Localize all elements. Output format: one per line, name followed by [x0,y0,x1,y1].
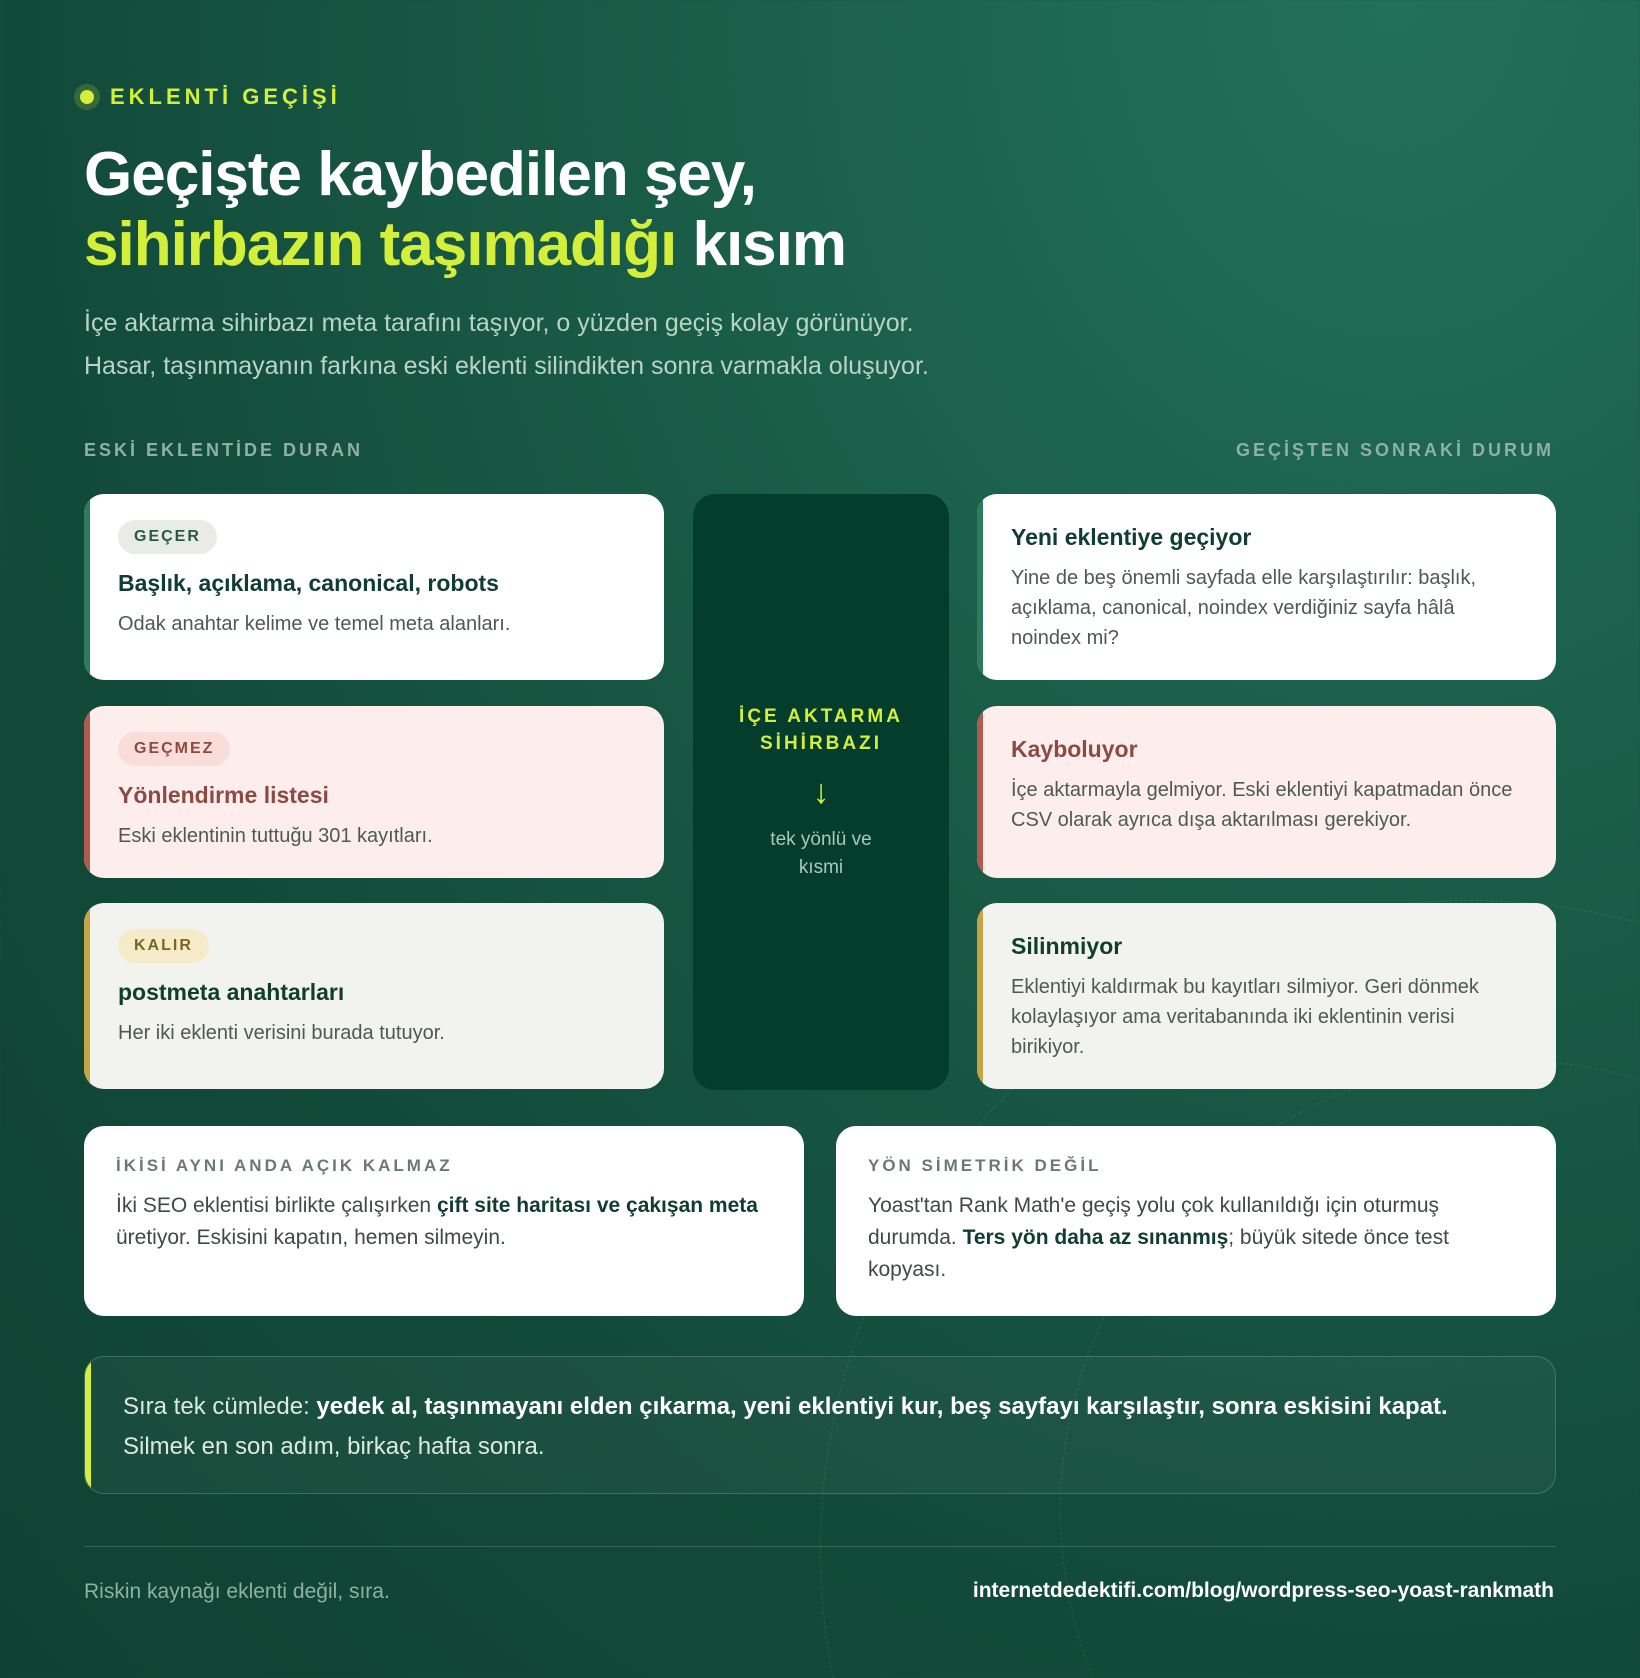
title-line-2-rest: kısım [676,210,847,279]
wizard-subtitle: tek yönlü ve kısmi [770,828,872,878]
card-title: Yönlendirme listesi [118,782,329,808]
note-body [868,1190,1524,1286]
note-emphasis: çift site haritası ve çakışan meta [436,1194,758,1217]
card-title: Kayboluyor [1011,736,1138,762]
footer-divider [84,1546,1556,1547]
right-card-migrates [977,494,1556,680]
page-title [84,140,846,280]
card-title: Başlık, açıklama, canonical, robots [118,570,499,596]
note-text: ; büyük sitede önce test kopyası. [868,1226,1449,1281]
status-badge-passes: GEÇER [118,520,217,554]
summary-text [123,1387,1519,1467]
card-desc: Yine de beş önemli sayfada elle karşılaştırılır: başlık, açıklama, canonical, noindex verdiğiniz sayfa hâlâ noindex mi? [1011,567,1477,649]
wizard-title: İÇE AKTARMA SİHİRBAZI [739,705,903,754]
summary-lead: Sıra tek cümlede: [123,1393,317,1420]
left-card-fails [84,706,664,878]
status-badge-remains: KALIR [118,929,209,963]
card-title: Yeni eklentiye geçiyor [1011,524,1252,550]
intro-line-1: İçe aktarma sihirbazı meta tarafını taşıyor, o yüzden geçiş kolay görünüyor. [84,309,914,337]
note-label: YÖN SİMETRİK DEĞİL [868,1156,1102,1175]
note-body [116,1190,772,1254]
note-text: Yoast'tan Rank Math'e geçiş yolu çok kullanıldığı için oturmuş durumda. [868,1194,1440,1249]
note-label: İKİSİ AYNI ANDA AÇIK KALMAZ [116,1156,453,1175]
note-not-symmetric [836,1126,1556,1316]
summary-emphasis: yedek al, taşınmayanı elden çıkarma, yeni eklentiyi kur, beş sayfayı karşılaştır, sonra eskisini kapat. [316,1393,1448,1420]
intro-text [84,302,1144,388]
note-not-both-active [84,1126,804,1316]
status-badge-fails: GEÇMEZ [118,732,230,766]
note-text: İki SEO eklentisi birlikte çalışırken [116,1194,437,1217]
eyebrow-label: EKLENTİ GEÇİŞİ [110,84,341,109]
card-desc: İçe aktarmayla gelmiyor. Eski eklentiyi kapatmadan önce CSV olarak ayrıca dışa aktarılması gerekiyor. [1011,779,1513,831]
intro-line-2: Hasar, taşınmayanın farkına eski eklenti silindikten sonra varmakla oluşuyor. [84,352,929,380]
note-text: üretiyor. Eskisini kapatın, hemen silmeyin. [116,1226,506,1249]
card-title: Silinmiyor [1011,933,1123,959]
footer-tagline: Riskin kaynağı eklenti değil, sıra. [84,1580,390,1603]
card-desc: Eklentiyi kaldırmak bu kayıtları silmiyor. Geri dönmek kolaylaşıyor ama veritabanında iki eklentinin verisi birikiyor. [1011,976,1479,1058]
arrow-down-icon: ↓ [812,772,830,811]
left-card-remains [84,903,664,1089]
dot-icon [80,90,94,104]
left-card-passes [84,494,664,680]
card-desc: Her iki eklenti verisini burada tutuyor. [118,1022,445,1044]
right-card-not-deleted [977,903,1556,1089]
footer-url-link[interactable]: internetdedektifi.com/blog/wordpress-seo-yoast-rankmath [972,1579,1554,1602]
summary-rest: Silmek en son adım, birkaç hafta sonra. [123,1433,545,1460]
card-desc: Odak anahtar kelime ve temel meta alanları. [118,613,511,635]
left-column-label: ESKİ EKLENTİDE DURAN [84,440,364,460]
card-title: postmeta anahtarları [118,979,345,1005]
note-emphasis: Ters yön daha az sınanmış [962,1226,1229,1249]
import-wizard-panel [693,494,949,1090]
card-desc: Eski eklentinin tuttuğu 301 kayıtları. [118,825,433,847]
eyebrow [80,84,341,110]
right-card-lost [977,706,1556,878]
title-highlight: sihirbazın taşımadığı [84,210,677,279]
summary-box [84,1356,1556,1494]
title-line-1: Geçişte kaybedilen şey, [84,140,757,209]
right-column-label: GEÇİŞTEN SONRAKİ DURUM [1235,440,1554,460]
